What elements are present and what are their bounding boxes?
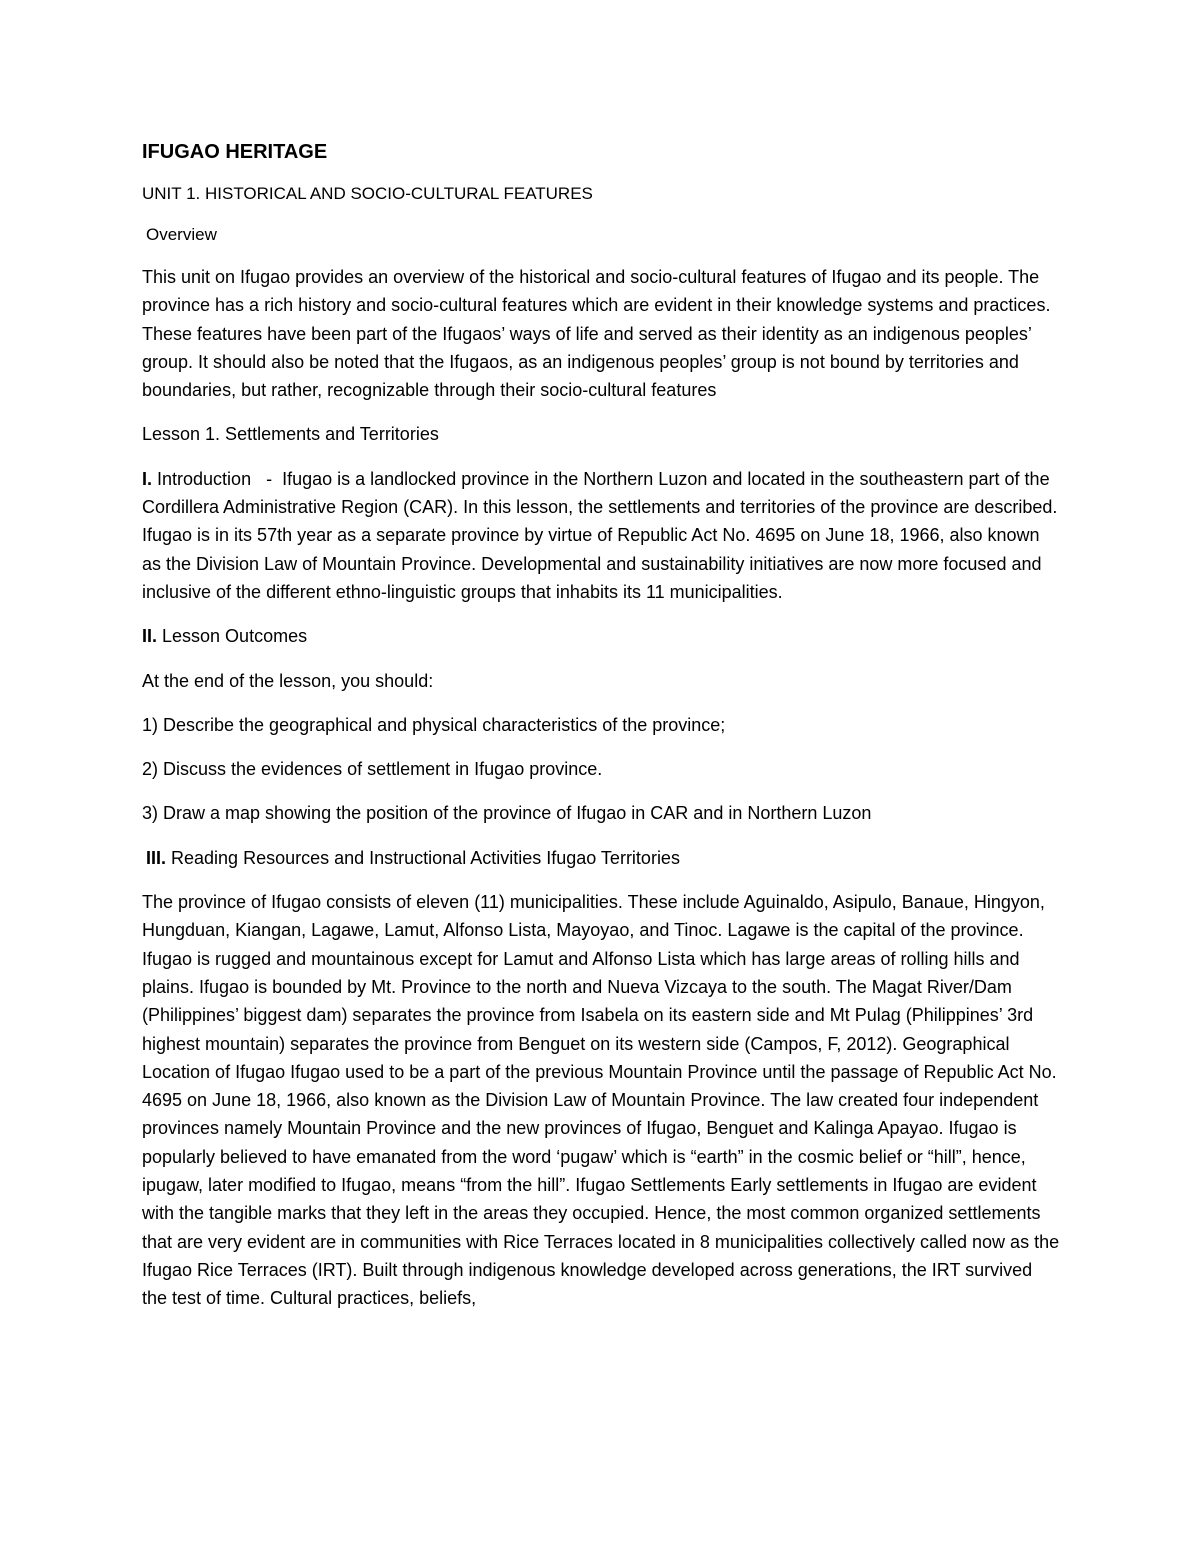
document-page bbox=[142, 138, 1060, 1329]
overview-paragraph: This unit on Ifugao provides an overview of the historical and socio-cultural features of Ifugao and its people. The province has a rich history and socio-cultural features which are evident in their knowledge systems and practices. These features have been part of the Ifugaos’ ways of life and served as their identity as an indigenous peoples’ group. It should also be noted that the Ifugaos, as an indigenous peoples’ group is not bound by territories and boundaries, but rather, recognizable through their socio-cultural features bbox=[142, 267, 1051, 401]
lesson-title: Lesson 1. Settlements and Territories bbox=[142, 424, 439, 445]
overview-heading: Overview bbox=[146, 225, 217, 244]
unit-title: UNIT 1. HISTORICAL AND SOCIO-CULTURAL FEATURES bbox=[142, 184, 593, 203]
outcomes-label: Lesson Outcomes bbox=[157, 626, 308, 647]
outcomes-numeral: II. bbox=[142, 626, 158, 647]
outcome-item-1: 1) Describe the geographical and physical characteristics of the province; bbox=[142, 714, 726, 735]
reading-paragraph: The province of Ifugao consists of eleven (11) municipalities. These include Aguinaldo, Asipulo, Banaue, Hingyon, Hungduan, Kiangan, Lagawe, Lamut, Alfonso Lista, Mayoyao, and Tinoc. Lagawe is the capital of the province. Ifugao is rugged and mountainous except for Lamut and Alfonso Lista which has large areas of rolling hills and plains. Ifugao is bounded by Mt. Province to the north and Nueva Vizcaya to the south. The Magat River/Dam (Philippines’ biggest dam) separates the province from Isabela on its eastern side and Mt Pulag (Philippines’ 3rd highest mountain) separates the province from Benguet on its western side (Campos, F, 2012). Geographical Location of Ifugao Ifugao used to be a part of the previous Mountain Province until the passage of Republic Act No. 4695 on June 18, 1966, also known as the Division Law of Mountain Province. The law created four independent provinces namely Mountain Province and the new provinces of Ifugao, Benguet and Kalinga Apayao. Ifugao is popularly believed to have emanated from the word ‘pugaw’ which is “earth” in the cosmic belief or “hill”, hence, ipugaw, later modified to Ifugao, means “from the hill”. Ifugao Settlements Early settlements in Ifugao are evident with the tangible marks that they left in the areas they occupied. Hence, the most common organized settlements that are very evident are in communities with Rice Terraces located in 8 municipalities collectively called now as the Ifugao Rice Terraces (IRT). Built through indigenous knowledge developed across generations, the IRT survived the test of time. Cultural practices, beliefs, bbox=[142, 892, 1060, 1309]
document-title: IFUGAO HERITAGE bbox=[142, 141, 328, 163]
reading-heading bbox=[142, 844, 1060, 872]
reading-numeral: III. bbox=[146, 847, 167, 868]
outcomes-intro: At the end of the lesson, you should: bbox=[142, 670, 434, 691]
outcomes-heading bbox=[142, 622, 1060, 650]
outcome-item-3: 3) Draw a map showing the position of the province of Ifugao in CAR and in Northern Luzon bbox=[142, 803, 872, 824]
introduction-numeral: I. bbox=[142, 468, 153, 489]
introduction-label: Introduction - bbox=[152, 468, 283, 489]
introduction-text: Ifugao is a landlocked province in the Northern Luzon and located in the southeastern part of the Cordillera Administrative Region (CAR). In this lesson, the settlements and territories of the province are described. Ifugao is in its 57th year as a separate province by virtue of Republic Act No. 4695 on June 18, 1966, also known as the Division Law of Mountain Province. Developmental and sustainability initiatives are now more focused and inclusive of the different ethno-linguistic groups that inhabits its 11 municipalities. bbox=[142, 468, 1058, 602]
outcome-item-2: 2) Discuss the evidences of settlement in Ifugao province. bbox=[142, 759, 603, 780]
introduction-paragraph bbox=[142, 465, 1060, 606]
reading-label: Reading Resources and Instructional Activities Ifugao Territories bbox=[166, 847, 680, 868]
